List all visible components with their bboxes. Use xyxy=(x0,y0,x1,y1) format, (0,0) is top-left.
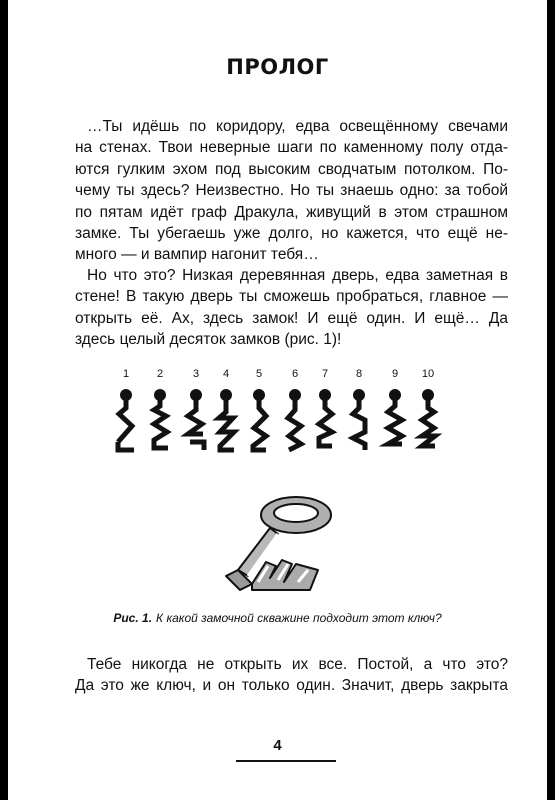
figure-caption xyxy=(8,611,547,625)
keyhole-number: 10 xyxy=(421,368,435,380)
keyhole-9-icon xyxy=(388,392,402,445)
keyhole-number: 5 xyxy=(255,368,263,380)
paragraph-2 xyxy=(75,265,508,351)
text-line: по пятам идёт граф Дракула, живущий в этом страшном xyxy=(75,203,508,221)
page-number: 4 xyxy=(273,737,282,754)
text-line: здесь целый десяток замков (рис. 1)! xyxy=(75,331,342,349)
keyhole-6-icon xyxy=(288,392,301,451)
text-line: замке. Ты убегаешь уже долго, но кажется, что ещё не- xyxy=(75,225,508,243)
text-line: ются гулким эхом под высоким сводчатым потолком. По- xyxy=(75,160,508,178)
keyhole-number: 8 xyxy=(355,368,363,380)
keyhole-8-icon xyxy=(353,392,365,451)
keyhole-1-icon xyxy=(118,392,134,451)
keyhole-5-icon xyxy=(253,392,266,451)
keyhole-4-icon xyxy=(219,392,234,451)
text-line: Но что это? Низкая деревянная дверь, едва заметная в xyxy=(87,267,508,284)
text-line: …Ты идёшь по коридору, едва освещённому свечами xyxy=(87,118,508,135)
keyhole-number: 7 xyxy=(321,368,329,380)
keyhole-7-icon xyxy=(319,392,332,447)
page-number-rule xyxy=(236,760,336,762)
keyhole-number: 4 xyxy=(222,368,230,380)
keyhole-number: 1 xyxy=(122,368,130,380)
caption-text: К какой замочной скважине подходит этот ключ? xyxy=(156,611,442,625)
keyhole-3-icon xyxy=(188,392,204,451)
text-line: стене! В такую дверь ты сможешь пробраться, главное — xyxy=(75,288,508,306)
text-line: на стенах. Твои неверные шаги по каменному полу отда- xyxy=(75,139,508,157)
text-line: много — и вампир нагонит тебя… xyxy=(75,246,319,264)
page-title: ПРОЛОГ xyxy=(226,55,329,79)
keyholes-figure xyxy=(8,386,547,462)
keyhole-10-icon xyxy=(422,392,435,447)
text-line: Да это же ключ, и он только один. Значит, дверь закрыта xyxy=(75,677,508,695)
key-icon xyxy=(218,490,338,600)
text-line: чему ты здесь? Неизвестно. Но ты знаешь одно: за тобой xyxy=(75,182,508,200)
text-line: открыть её. Ах, здесь замок! И ещё один. И ещё… Да xyxy=(75,309,508,327)
keyhole-number: 2 xyxy=(156,368,164,380)
keyhole-number: 9 xyxy=(391,368,399,380)
caption-label: Рис. 1. xyxy=(113,611,153,625)
keyhole-2-icon xyxy=(154,392,168,449)
paragraph-1 xyxy=(75,116,508,266)
paragraph-3 xyxy=(75,654,508,697)
keyhole-number: 3 xyxy=(192,368,200,380)
book-page xyxy=(8,0,547,800)
keyhole-number: 6 xyxy=(291,368,299,380)
text-line: Тебе никогда не открыть их все. Постой, а что это? xyxy=(87,656,508,673)
keyhole-number-row xyxy=(8,368,547,384)
